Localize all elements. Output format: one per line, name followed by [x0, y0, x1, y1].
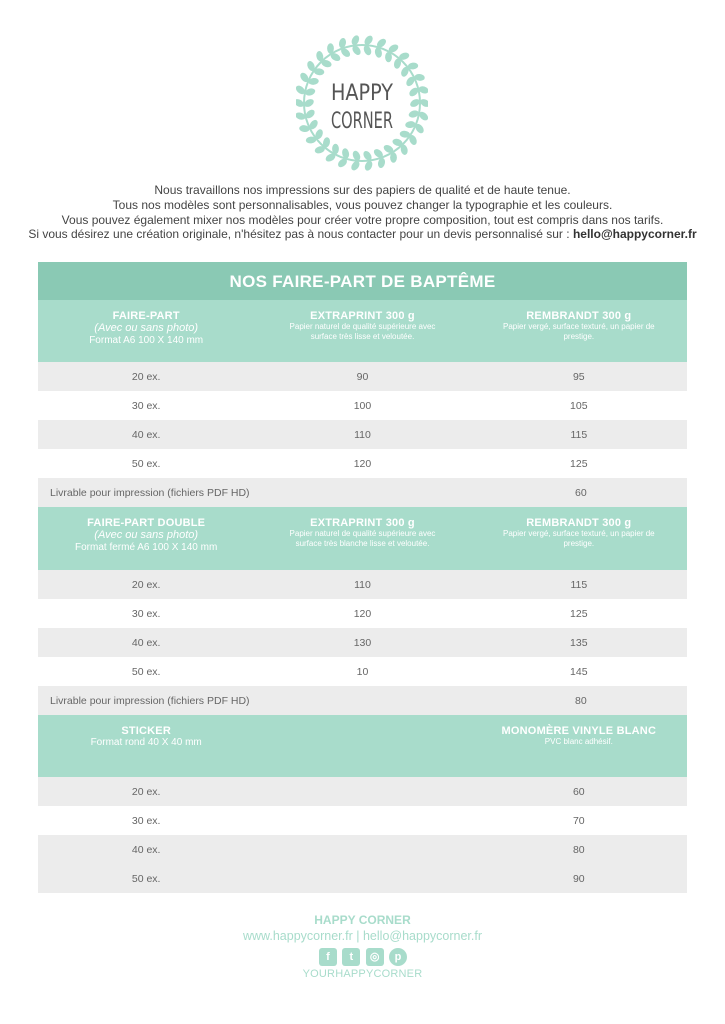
table-row — [38, 806, 687, 835]
table-row — [38, 599, 687, 628]
product-subtitle: (Avec ou sans photo) — [94, 529, 199, 541]
pinterest-icon[interactable]: p — [389, 948, 407, 966]
price-cell: 135 — [570, 636, 588, 649]
table-row — [38, 391, 687, 420]
paper-description: PVC blanc adhésif. — [544, 737, 613, 746]
table-row — [38, 449, 687, 478]
facebook-icon[interactable]: f — [319, 948, 337, 966]
table-row — [38, 777, 687, 806]
digital-label: Livrable pour impression (fichiers PDF HD) — [50, 486, 250, 499]
product-title: FAIRE-PART DOUBLE — [87, 517, 206, 529]
header-cell — [38, 715, 254, 777]
quantity-cell: 40 ex. — [131, 636, 161, 649]
table-row — [38, 657, 687, 686]
price-cell: 125 — [570, 457, 588, 470]
price-cell: 10 — [356, 665, 369, 678]
quantity-cell: 50 ex. — [131, 665, 161, 678]
quantity-cell: 40 ex. — [131, 843, 161, 856]
logo-line-1: HAPPY — [331, 81, 394, 106]
header-cell-empty — [254, 715, 470, 777]
product-format: Format rond 40 X 40 mm — [90, 737, 202, 748]
quantity-cell: 20 ex. — [131, 370, 161, 383]
instagram-icon[interactable]: ◎ — [366, 948, 384, 966]
price-cell: 90 — [572, 872, 585, 885]
table-row — [38, 864, 687, 893]
product-subtitle: (Avec ou sans photo) — [94, 322, 199, 334]
wreath-leaf — [332, 144, 339, 154]
pricing-table — [38, 262, 687, 893]
price-cell: 90 — [356, 370, 369, 383]
header-cell — [38, 507, 254, 570]
header-cell — [38, 300, 254, 362]
price-cell: 115 — [570, 428, 588, 441]
header-cell — [471, 300, 687, 362]
happy-corner-logo — [296, 34, 428, 172]
footer-email-link[interactable]: hello@happycorner.fr — [362, 929, 482, 943]
paper-title: REMBRANDT 300 g — [526, 517, 632, 529]
paper-title: MONOMÈRE VINYLE BLANC — [501, 725, 657, 737]
section-header-faire-part-double — [38, 507, 687, 570]
footer-links — [0, 929, 725, 943]
price-cell: 120 — [353, 607, 372, 620]
footer-brand: HAPPY CORNER — [314, 913, 411, 927]
header-cell — [254, 300, 470, 362]
paper-title: EXTRAPRINT 300 g — [310, 310, 415, 322]
product-format: Format A6 100 X 140 mm — [89, 335, 204, 346]
price-cell: 60 — [572, 785, 585, 798]
quantity-cell: 50 ex. — [131, 872, 161, 885]
price-cell: 80 — [572, 843, 585, 856]
website-link[interactable]: www.happycorner.fr — [242, 929, 353, 943]
section-header-faire-part — [38, 300, 687, 362]
price-cell: 70 — [572, 814, 585, 827]
footer-separator: | — [356, 929, 360, 943]
paper-title: REMBRANDT 300 g — [526, 310, 632, 322]
product-title: FAIRE-PART — [112, 310, 180, 322]
table-row — [38, 420, 687, 449]
price-cell: 105 — [570, 399, 588, 412]
price-cell: 145 — [570, 665, 588, 678]
table-row-digital — [38, 686, 687, 715]
paper-title: EXTRAPRINT 300 g — [310, 517, 415, 529]
intro-line: Vous pouvez également mixer nos modèles pour créer votre propre composition, tout est compris dans nos tarifs. — [61, 212, 664, 227]
product-title: STICKER — [121, 725, 171, 737]
price-cell: 80 — [574, 694, 587, 707]
price-cell: 130 — [353, 636, 372, 649]
paper-description: Papier vergé, surface texturé, un papier de prestige. — [502, 322, 655, 341]
price-cell: 115 — [570, 578, 588, 591]
quantity-cell: 20 ex. — [131, 785, 161, 798]
social-handle: YOURHAPPYCORNER — [302, 968, 423, 980]
intro-line: Nous travaillons nos impressions sur des papiers de qualité et de haute tenue. — [154, 183, 571, 197]
price-cell: 100 — [353, 399, 372, 412]
social-icons — [319, 948, 407, 968]
section-header-sticker — [38, 715, 687, 777]
intro-line: Tous nos modèles sont personnalisables, vous pouvez changer la typographie et les couleurs. — [112, 197, 613, 212]
price-cell: 110 — [354, 428, 371, 441]
table-row — [38, 835, 687, 864]
table-row-digital — [38, 478, 687, 507]
header-cell — [471, 715, 687, 777]
table-row — [38, 570, 687, 599]
logo-line-2: CORNER — [331, 109, 393, 134]
twitter-icon[interactable]: t — [342, 948, 360, 966]
intro-text — [20, 183, 705, 242]
table-row — [38, 628, 687, 657]
price-cell: 125 — [570, 607, 588, 620]
product-format: Format fermé A6 100 X 140 mm — [75, 542, 218, 553]
quantity-cell: 30 ex. — [131, 399, 161, 412]
quantity-cell: 30 ex. — [131, 814, 161, 827]
table-row — [38, 362, 687, 391]
quantity-cell: 50 ex. — [131, 457, 161, 470]
digital-label: Livrable pour impression (fichiers PDF HD) — [50, 694, 250, 707]
paper-description: Papier naturel de qualité supérieure avec surface très blanche lisse et veloutée. — [289, 529, 436, 548]
header-cell — [254, 507, 470, 570]
table-title: NOS FAIRE-PART DE BAPTÊME — [38, 262, 687, 300]
contact-email-link[interactable]: hello@happycorner.fr — [572, 227, 697, 242]
quantity-cell: 30 ex. — [131, 607, 161, 620]
intro-contact-text: Si vous désirez une création originale, n'hésitez pas à nous contacter pour un devis personnalisé sur : — [28, 227, 570, 242]
intro-line — [20, 227, 705, 242]
price-cell: 110 — [354, 578, 371, 591]
paper-description: Papier naturel de qualité supérieure avec surface très lisse et veloutée. — [289, 322, 436, 341]
price-cell: 95 — [572, 370, 585, 383]
header-cell — [471, 507, 687, 570]
wreath-leaf — [385, 52, 392, 62]
wreath-leaf — [327, 43, 334, 53]
price-cell: 60 — [574, 486, 587, 499]
quantity-cell: 40 ex. — [131, 428, 161, 441]
quantity-cell: 20 ex. — [131, 578, 161, 591]
wreath-leaf — [390, 152, 397, 162]
price-cell: 120 — [353, 457, 372, 470]
paper-description: Papier vergé, surface texturé, un papier de prestige. — [502, 529, 655, 548]
